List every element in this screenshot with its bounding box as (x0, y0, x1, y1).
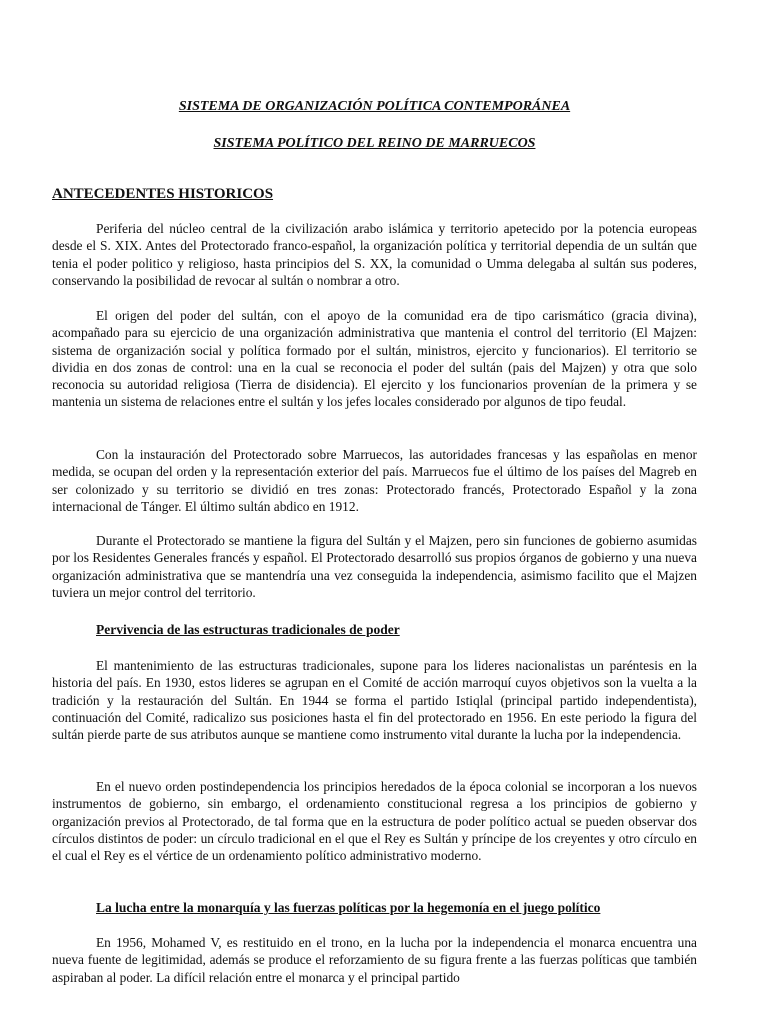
document-title: SISTEMA DE ORGANIZACIÓN POLÍTICA CONTEMPORÁNEA (178, 99, 571, 114)
paragraph-3: Con la instauración del Protectorado sobre Marruecos, las autoridades francesas y las españolas en menor medida, se ocupan del orden y la representación exterior del país. Marruecos fue el último de los países del Magreb en ser colonizado y su territorio se dividió en tres zonas: Protectorado francés, Protectorado Español y la zona internacional de Tánger. El último sultán abdico en 1912. (52, 447, 697, 514)
paragraph-6: En el nuevo orden postindependencia los principios heredados de la época colonial se incorporan a los nuevos instrumentos de gobierno, sin embargo, el ordenamiento constitucional regresa a los principios de gobierno y organización previos al Protectorado, de tal forma que en la estructura de poder político actual se pueden observar dos círculos distintos de poder: un círculo tradicional en el que el Rey es Sultán y príncipe de los creyentes y otro círculo en el cual el Rey es el vértice de un ordenamiento político administrativo moderno. (52, 779, 697, 864)
subheading-lucha-monarquia: La lucha entre la monarquía y las fuerzas políticas por la hegemonía en el juego político (96, 900, 601, 915)
document-subtitle: SISTEMA POLÍTICO DEL REINO DE MARRUECOS (213, 136, 536, 151)
section-heading-antecedentes: ANTECEDENTES HISTORICOS (52, 186, 274, 202)
document-page (52, 0, 697, 1024)
paragraph-1: Periferia del núcleo central de la civilización arabo islámica y territorio apetecido por la potencia europeas desde el S. XIX. Antes del Protectorado franco-español, la organización política y territorial dependia de un sultán que tenia el poder politico y religioso, hasta principios del S. XX, la comunidad o Umma delegaba al sultán sus poderes, conservando la posibilidad de revocar al sultán o nombrar a otro. (52, 221, 697, 288)
paragraph-7: En 1956, Mohamed V, es restituido en el trono, en la lucha por la independencia el monarca encuentra una nueva fuente de legitimidad, además se produce el reforzamiento de su figura frente a las fuerzas políticas que también aspiraban al poder. La difícil relación entre el monarca y el principal partido (52, 935, 697, 985)
paragraph-4: Durante el Protectorado se mantiene la figura del Sultán y el Majzen, pero sin funciones de gobierno asumidas por los Residentes Generales francés y español. El Protectorado desarrolló sus propios órganos de gobierno y una nueva organización administrativa que se mantendría una vez conseguida la independencia, asimismo facilito que el Majzen tuviera un mejor control del territorio. (52, 533, 697, 600)
subheading-pervivencia: Pervivencia de las estructuras tradicionales de poder (96, 622, 400, 637)
paragraph-5: El mantenimiento de las estructuras tradicionales, supone para los lideres nacionalistas un paréntesis en la historia del país. En 1930, estos lideres se agrupan en el Comité de acción marroquí cuyos objetivos son la vuelta a la tradición y la restauración del Sultán. En 1944 se forma el partido Istiqlal (principal partido independentista), continuación del Comité, radicalizo sus posiciones hasta el fin del protectorado en 1956. En este periodo la figura del sultán pierde parte de sus atributos aunque se mantiene como instrumento vital durante la lucha por la independencia. (52, 658, 697, 743)
paragraph-2: El origen del poder del sultán, con el apoyo de la comunidad era de tipo carismático (gracia divina), acompañado para su ejercicio de una organización administrativa que mantenia el control del territorio (El Majzen: sistema de organización social y política formado por el sultán, ministros, ejercito y funcionarios). El territorio se dividia en dos zonas de control: una en la cual se reconocia el poder del sultán (pais del Majzen) y otra que solo reconocia su autoridad religiosa (Tierra de disidencia). El ejercito y los funcionarios provenían de la primera y se mantenia un sistema de relaciones entre el sultán y los jefes locales considerado por algunos de tipo feudal. (52, 308, 697, 410)
